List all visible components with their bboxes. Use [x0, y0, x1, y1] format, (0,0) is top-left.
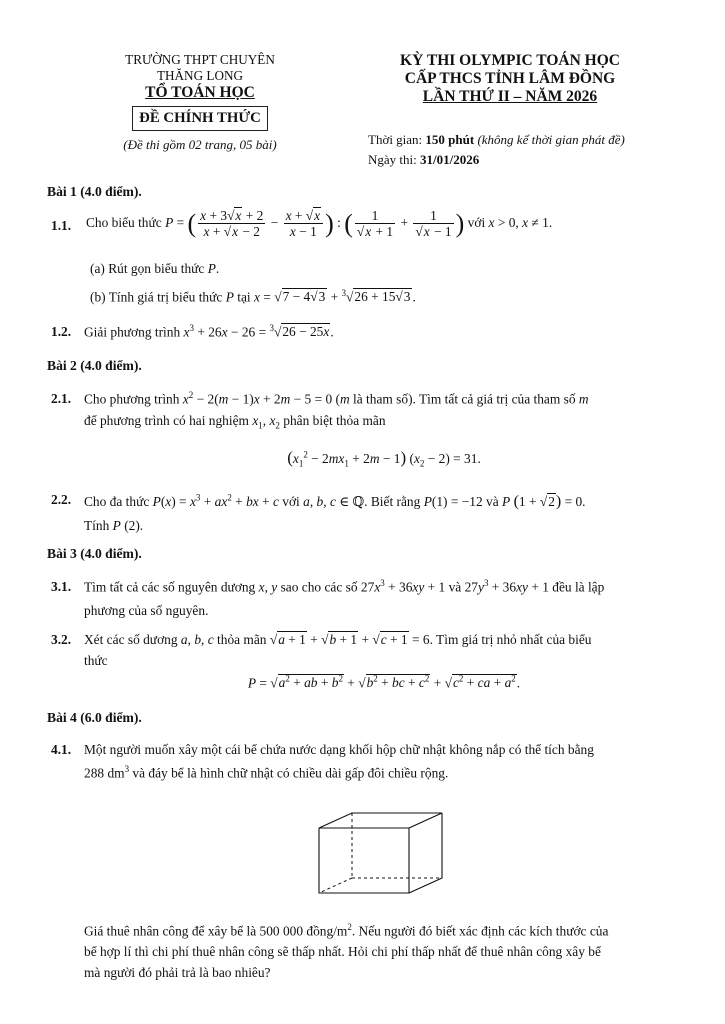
exam-header: [360, 52, 660, 106]
problem-1-1-b: (b) Tính giá trị biểu thức P tại x = √7 − 4√3 + $^3$√26 + 15√3 .: [90, 288, 416, 305]
exam-title-line3: LẦN THỨ II – NĂM 2026: [422, 88, 598, 105]
school-name-line2: THĂNG LONG: [156, 68, 244, 83]
school-name-line1: TRƯỜNG THPT CHUYÊN: [125, 52, 275, 67]
problem-4-1: Một người muốn xây một cái bể chứa nước dạng khối hộp chữ nhật không nắp có thể tích bằng 288 $dm^3$ và đáy bể là hình chữ nhật có chiều dài gấp đôi chiều rộng.: [84, 742, 594, 781]
problem-3-1-number: 3.1.: [51, 579, 72, 594]
box-right-edges: [409, 813, 442, 893]
problem-2-1: Cho phương trình $x^2 - 2(m - 1)x + 2m - 5 = 0$ (m là tham số). Tìm tất cả giá trị của tham số m để phương trình có hai nghiệm $x_1$, $x_2$ phân biệt thỏa mãn: [84, 390, 589, 431]
problem-1-1: Cho biểu thức P = ( $\frac{x + 3√x + 2}{x + √x - 2}$ − $\frac{x + √x}{x - 1}$ ) : ( $\frac{1}{√x + 1}$ + $\frac{1}{√x - 1}$ ) với x > 0, x ≠ 1.: [86, 208, 553, 240]
box-front-face: [319, 828, 409, 893]
exam-date: Ngày thi: 31/01/2026: [368, 152, 480, 167]
school-department: TỔ TOÁN HỌC: [145, 84, 255, 101]
problem-2-1-condition: $(x_1^2 - 2mx_1 + 2m - 1) (x_2 - 2) = 31$.: [287, 448, 481, 469]
problem-1-2-number: 1.2.: [51, 324, 72, 339]
official-exam-box: ĐỀ CHÍNH THỨC: [132, 106, 268, 131]
problem-2-2-number: 2.2.: [51, 492, 72, 507]
problem-2-2: Cho đa thức $P(x) = x^3 + ax^2$ + bx + c với a, b, c ∈ ℚ. Biết rằng P(1) = −12 và P (1 + √2) = 0. Tính P (2).: [84, 492, 586, 534]
section-bai2: Bài 2 (4.0 điểm).: [47, 358, 142, 373]
section-bai4: Bài 4 (6.0 điểm).: [47, 710, 142, 725]
problem-4-1-cost: Giá thuê nhân công để xây bể là 500 000 đồng/$m^2$. Nếu người đó biết xác định các kích thước của bể hợp lí thì chi phí thuê nhân công sẽ thấp nhất. Hỏi chi phí thấp nhất để thuê nhân công xây bể mà người đó phải trả là bao nhiêu?: [84, 922, 609, 981]
problem-1-1-a: (a) Rút gọn biểu thức P.: [90, 261, 220, 276]
problem-3-1: Tìm tất cả các số nguyên dương x, y sao cho các số $27x^3 + 36xy + 1$ và $27y^3 + 36xy + 1$ đều là lập phương của số nguyên.: [84, 578, 605, 618]
pages-note: (Đề thi gồm 02 trang, 05 bài): [123, 137, 277, 153]
box-hidden-edges: [319, 813, 442, 893]
problem-3-2-expression: $P = √a^2$ + ab + $b^2 + √b^2$ + bc + $c^2 + √c^2$ + ca + $a^2$.: [247, 674, 521, 691]
problem-4-1-number: 4.1.: [51, 742, 72, 757]
box-figure: [305, 810, 455, 900]
problem-1-1-number: 1.1.: [51, 218, 72, 233]
school-header: [85, 52, 315, 155]
box-top-edges: [319, 813, 442, 828]
exam-title-line2: CẤP THCS TỈNH LÂM ĐỒNG: [404, 70, 616, 87]
problem-3-2: Xét các số dương a, b, c thỏa mãn √a + 1 + √b + 1 + √c + 1 = 6. Tìm giá trị nhỏ nhất của biểu thức: [84, 632, 592, 669]
exam-title-line1: KỲ THI OLYMPIC TOÁN HỌC: [400, 52, 620, 69]
problem-1-2: Giải phương trình $x^3 + 26x - 26 = ^3√26 - 25x$.: [84, 323, 334, 340]
section-bai3: Bài 3 (4.0 điểm).: [47, 546, 142, 561]
exam-time: Thời gian: 150 phút (không kể thời gian phát đề): [368, 132, 625, 147]
problem-3-2-number: 3.2.: [51, 632, 72, 647]
section-bai1: Bài 1 (4.0 điểm).: [47, 184, 142, 199]
exam-meta: [368, 130, 625, 170]
problem-2-1-number: 2.1.: [51, 391, 72, 406]
